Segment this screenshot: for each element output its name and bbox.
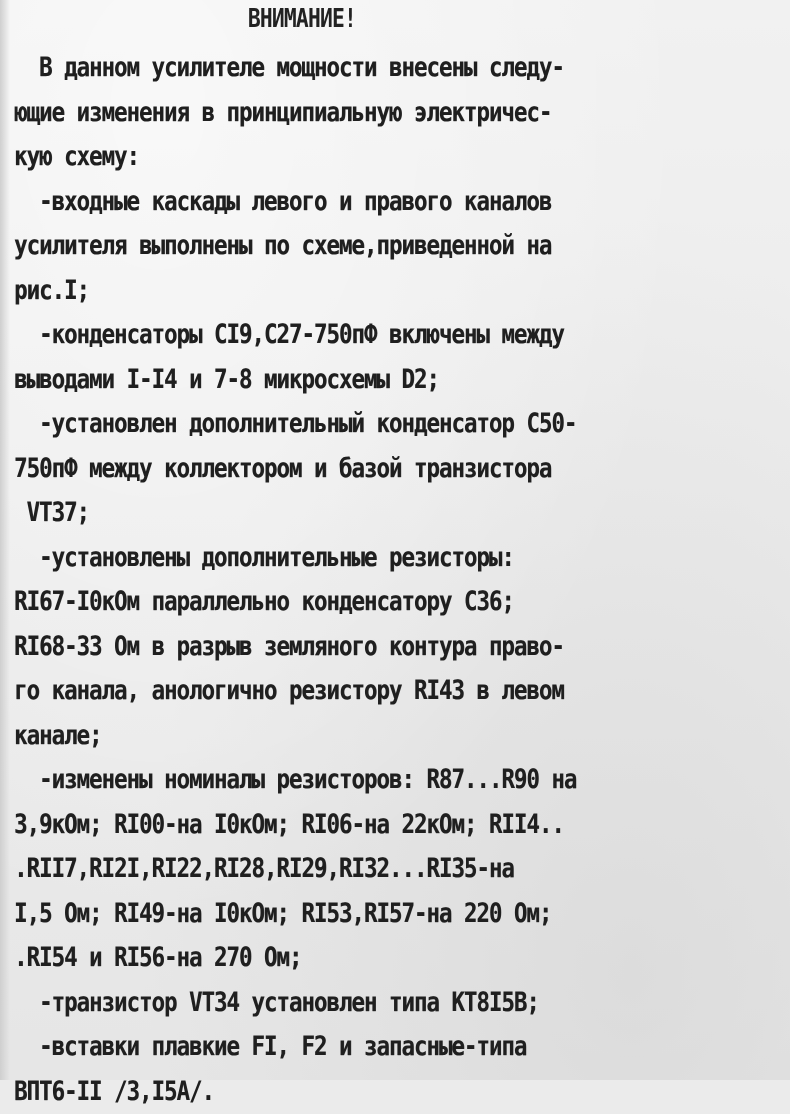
- text-line: рис.I;: [14, 269, 657, 314]
- text-line: I,5 Ом; RI49-на I0кОм; RI53,RI57-на 220 Ом;: [14, 892, 657, 937]
- title-container: [92, 4, 512, 34]
- text-line: -вставки плавкие FI, F2 и запасные-типа: [14, 1025, 657, 1070]
- text-line: -установлен дополнительный конденсатор С50-: [14, 402, 657, 447]
- document-body: [14, 46, 789, 1114]
- text-line: усилителя выполнены по схеме,приведенной на: [14, 224, 657, 269]
- text-line: .RII7,RI2I,RI22,RI28,RI29,RI32...RI35-на: [14, 847, 657, 892]
- document-title: ВНИМАНИЕ!: [248, 4, 356, 34]
- text-line: RI68-33 Ом в разрыв земляного контура право-: [14, 625, 657, 670]
- text-line: -изменены номиналы резисторов: R87...R90 на: [14, 758, 657, 803]
- text-line: -транзистор VТ34 установлен типа КТ8I5В;: [14, 981, 657, 1026]
- text-line: канале;: [14, 714, 657, 759]
- text-line: VТ37;: [14, 491, 657, 536]
- page-shadow-edge: [0, 0, 10, 1080]
- text-line: ВПТ6-II /3,I5А/.: [14, 1070, 657, 1114]
- text-line: 750пФ между коллектором и базой транзистора: [14, 447, 657, 492]
- text-line: RI67-I0кОм параллельно конденсатору С36;: [14, 580, 657, 625]
- text-line: В данном усилителе мощности внесены следу-: [14, 46, 657, 91]
- text-line: -входные каскады левого и правого каналов: [14, 180, 657, 225]
- text-line: го канала, анологично резистору RI43 в левом: [14, 669, 657, 714]
- text-line: -установлены дополнительные резисторы:: [14, 536, 657, 581]
- text-line: .RI54 и RI56-на 270 Ом;: [14, 936, 657, 981]
- text-line: -конденсаторы СI9,С27-750пФ включены между: [14, 313, 657, 358]
- text-line: выводами I-I4 и 7-8 микросхемы D2;: [14, 358, 657, 403]
- text-line: кую схему:: [14, 135, 657, 180]
- text-line: ющие изменения в принципиальную электричес-: [14, 91, 657, 136]
- text-line: 3,9кОм; RI00-на I0кОм; RI06-на 22кОм; RII4..: [14, 803, 657, 848]
